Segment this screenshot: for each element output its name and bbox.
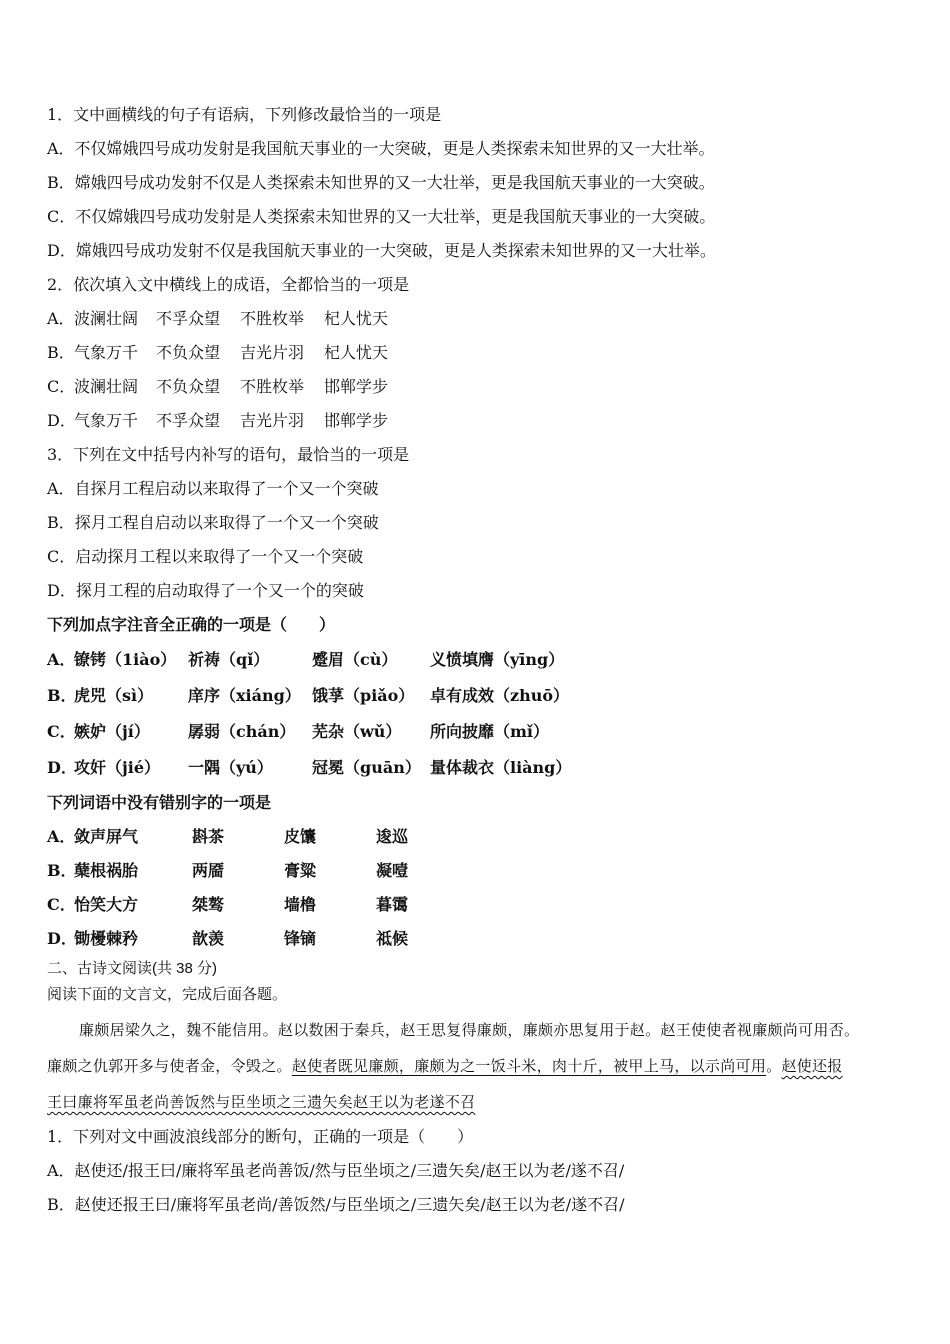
pinyin-word: 嫉妒（jí） — [74, 722, 150, 741]
pinyin-word: 一隅（yú） — [188, 758, 273, 777]
wavy-underlined-text: 赵使还报 — [781, 1057, 843, 1075]
word: 皮馕 — [284, 827, 317, 846]
word: 两靥 — [192, 861, 225, 880]
idiom: 邯郸学步 — [324, 377, 389, 396]
option-label: D． — [47, 929, 77, 948]
q3-option-c: C．启动探月工程以来取得了一个又一个突破 — [47, 547, 364, 566]
pinyin-word: 蹙眉（cù） — [312, 650, 398, 669]
pinyin-word: 孱弱（chán） — [188, 722, 296, 741]
q6-option-a: A．赵使还/报王曰/廉将军虽老尚善饭/然与臣坐顷之/三遗矢矣/赵王以为老/遂不召/ — [47, 1161, 625, 1180]
idiom: 吉光片羽 — [240, 411, 305, 430]
q4-option-d — [47, 750, 922, 786]
q1-option-d: D．嫦娥四号成功发射不仅是我国航天事业的一大突破，更是人类探索未知世界的又一大壮举。 — [47, 241, 716, 260]
q1-option-a: A．不仅嫦娥四号成功发射是我国航天事业的一大突破，更是人类探索未知世界的又一大壮举。 — [47, 139, 715, 158]
idiom: 不胜枚举 — [240, 309, 305, 328]
option-label: B． — [47, 861, 77, 880]
pinyin-word: 祈祷（qǐ） — [188, 650, 270, 669]
option-label: B． — [47, 686, 77, 705]
pinyin-word: 义愤填膺（yīng） — [430, 650, 565, 669]
idiom: 不负众望 — [156, 377, 221, 396]
word: 锋镝 — [284, 929, 317, 948]
q1-option-c: C．不仅嫦娥四号成功发射是人类探索未知世界的又一大壮举，更是我国航天事业的一大突破。 — [47, 207, 716, 226]
document-page — [47, 98, 922, 1222]
word: 蘖根祸胎 — [74, 861, 139, 880]
idiom: 杞人忧天 — [324, 309, 389, 328]
idiom: 吉光片羽 — [240, 343, 305, 362]
q6-stem: 1．下列对文中画波浪线部分的断句，正确的一项是（ ） — [47, 1127, 474, 1146]
word: 膏粱 — [284, 861, 317, 880]
passage-text: 廉颇之仇郭开多与使者金，令毁之。 — [47, 1057, 292, 1075]
q3-stem: 3．下列在文中括号内补写的语句，最恰当的一项是 — [47, 445, 410, 464]
word: 墙橹 — [284, 895, 317, 914]
q3-option-b: B．探月工程自启动以来取得了一个又一个突破 — [47, 513, 379, 532]
idiom: 杞人忧天 — [324, 343, 389, 362]
option-label: D． — [47, 411, 76, 430]
idiom: 不负众望 — [156, 343, 221, 362]
q4-option-b — [47, 678, 922, 714]
q2-option-c — [47, 370, 922, 404]
word: 凝噎 — [376, 861, 409, 880]
q5-option-d — [47, 922, 922, 956]
word: 斟茶 — [192, 827, 225, 846]
q2-option-d — [47, 404, 922, 438]
q1-option-b: B．嫦娥四号成功发射不仅是人类探索未知世界的又一大壮举，更是我国航天事业的一大突破。 — [47, 173, 715, 192]
option-label: C． — [47, 722, 76, 741]
q5-option-c — [47, 888, 922, 922]
word: 歆羡 — [192, 929, 225, 948]
q4-stem: 下列加点字注音全正确的一项是（ ） — [47, 615, 336, 634]
q5-option-a — [47, 820, 922, 854]
passage-text: 。 — [766, 1057, 782, 1075]
q4-option-c — [47, 714, 922, 750]
word: 锄櫌棘矜 — [74, 929, 139, 948]
option-label: C． — [47, 895, 76, 914]
idiom: 不胜枚举 — [240, 377, 305, 396]
passage-line-3 — [47, 1084, 922, 1120]
pinyin-word: 虎兕（sì） — [74, 686, 154, 705]
word: 怡笑大方 — [74, 895, 139, 914]
q4-option-a — [47, 642, 922, 678]
q6-option-b: B．赵使还报王曰/廉将军虽老尚/善饭然/与臣坐顷之/三遗矢矣/赵王以为老/遂不召/ — [47, 1195, 625, 1214]
q2-option-b — [47, 336, 922, 370]
word: 暮霭 — [376, 895, 409, 914]
q3-option-a: A．自探月工程启动以来取得了一个又一个突破 — [47, 479, 379, 498]
option-label: B． — [47, 343, 75, 362]
idiom: 不孚众望 — [156, 411, 221, 430]
word: 逡巡 — [376, 827, 409, 846]
pinyin-word: 镣铐（1iào） — [74, 650, 177, 669]
idiom: 不孚众望 — [156, 309, 221, 328]
passage-line-1: 廉颇居梁久之，魏不能信用。赵以数困于秦兵，赵王思复得廉颇，廉颇亦思复用于赵。赵王使使者视廉颇尚可用否。 — [79, 1021, 860, 1039]
option-label: A． — [47, 309, 75, 328]
idiom: 波澜壮阔 — [74, 377, 139, 396]
idiom: 气象万千 — [74, 411, 139, 430]
idiom: 邯郸学步 — [324, 411, 389, 430]
pinyin-word: 卓有成效（zhuō） — [430, 686, 570, 705]
pinyin-word: 量体裁衣（liàng） — [430, 758, 572, 777]
q2-option-a — [47, 302, 922, 336]
option-label: D． — [47, 758, 77, 777]
underlined-sentence: 赵使者既见廉颇，廉颇为之一饭斗米，肉十斤，被甲上马，以示尚可用 — [291, 1057, 767, 1075]
pinyin-word: 芜杂（wǔ） — [312, 722, 402, 741]
idiom: 气象万千 — [74, 343, 139, 362]
section-title: 二、古诗文阅读(共 38 分) — [47, 960, 218, 977]
option-label: A． — [47, 827, 76, 846]
pinyin-word: 所向披靡（mǐ） — [430, 722, 550, 741]
word: 祗候 — [376, 929, 409, 948]
section-instruction: 阅读下面的文言文，完成后面各题。 — [47, 985, 288, 1003]
word: 桀骜 — [192, 895, 225, 914]
q5-option-b — [47, 854, 922, 888]
word: 敛声屏气 — [74, 827, 139, 846]
passage-line-2 — [47, 1048, 922, 1084]
q1-stem: 1．文中画横线的句子有语病，下列修改最恰当的一项是 — [47, 105, 442, 124]
idiom: 波澜壮阔 — [74, 309, 139, 328]
q2-stem: 2．依次填入文中横线上的成语，全都恰当的一项是 — [47, 275, 410, 294]
pinyin-word: 饿莩（piǎo） — [312, 686, 415, 705]
pinyin-word: 冠冕（guān） — [312, 758, 421, 777]
pinyin-word: 庠序（xiáng） — [188, 686, 301, 705]
pinyin-word: 攻奸（jié） — [74, 758, 161, 777]
option-label: C． — [47, 377, 76, 396]
option-label: A． — [47, 650, 76, 669]
wavy-underlined-text: 王曰廉将军虽老尚善饭然与臣坐顷之三遗矢矣赵王以为老遂不召 — [47, 1093, 476, 1111]
q3-option-d: D．探月工程的启动取得了一个又一个的突破 — [47, 581, 364, 600]
q5-stem: 下列词语中没有错别字的一项是 — [47, 793, 272, 812]
